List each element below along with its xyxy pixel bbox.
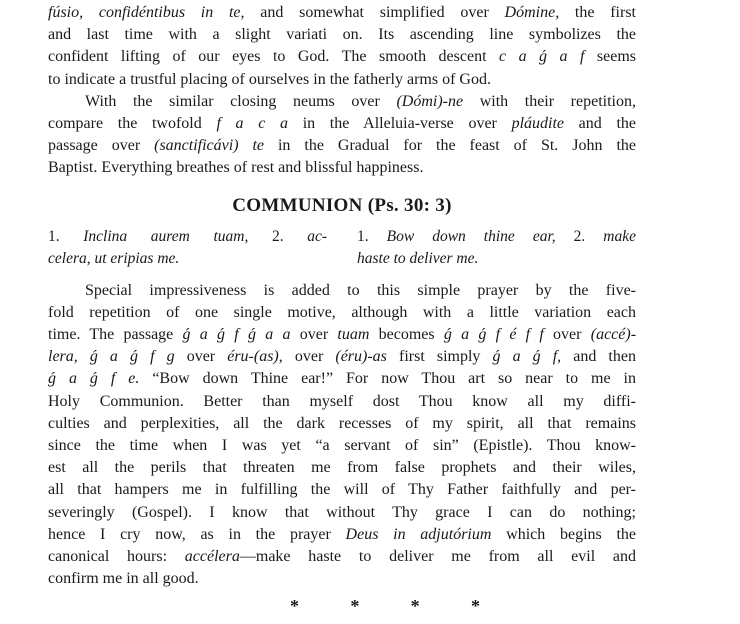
star-glyph: *: [410, 596, 420, 617]
text-line: canonical hours: accélera—make haste to deliver me from all evil and: [48, 548, 636, 566]
text-line: time. The passage ǵ a ǵ f ǵ a a over tuam becomes ǵ a ǵ f é f f over (accé)-: [48, 326, 637, 344]
text-line: all that hampers me in fulfilling the will of Thy Father faithfully and per-: [48, 481, 636, 499]
second-paragraph: [48, 91, 636, 180]
text-line: With the similar closing neums over (Dómi)-ne with their repetition,: [85, 92, 636, 110]
text-line: lera, ǵ a ǵ f g over éru-(as), over (éru)-as first simply ǵ a ǵ f, and then: [48, 348, 636, 366]
text-line: passage over (sanctificávi) te in the Gradual for the feast of St. John the: [48, 137, 636, 155]
text-line: culties and perplexities, all the dark recesses of my spirit, all that remains: [48, 414, 636, 432]
star-glyph: *: [290, 596, 299, 617]
text-line: confirm me in all good.: [48, 570, 199, 588]
text-line: fúsio, confidéntibus in te, and somewhat simplified over Dómine, the first: [48, 4, 636, 21]
star-glyph: *: [470, 596, 480, 617]
intro-paragraph: [48, 2, 636, 91]
text-line: ǵ a ǵ f e. “Bow down Thine ear!” For now Thou art so near to me in: [48, 370, 637, 388]
text-line: Baptist. Everything breathes of rest and blissful happiness.: [48, 159, 424, 177]
text-line: since the time when I was yet “a servant of sin” (Epistle). Thou know-: [48, 437, 636, 455]
text-line: hence I cry now, as in the prayer Deus in adjutórium which begins the: [48, 525, 637, 543]
text-line: est all the perils that threaten me from false prophets and their wiles,: [48, 459, 636, 477]
section-title: COMMUNION (Ps. 30: 3): [232, 194, 452, 216]
text-line: compare the twofold f a c a in the Alleluia-verse over pláudite and the: [48, 115, 636, 133]
text-line: to indicate a trustful placing of ourselves in the fatherly arms of God.: [48, 70, 491, 88]
text-line: Holy Communion. Better than myself dost Thou know all my diffi-: [48, 392, 636, 410]
text-line: severingly (Gospel). I know that without Thy grace I can do nothing;: [48, 503, 636, 521]
text-line: Special impressiveness is added to this simple prayer by the five-: [85, 281, 636, 299]
star-glyph: *: [350, 596, 360, 617]
section-divider-stars: [290, 596, 480, 617]
text-line: confident lifting of our eyes to God. The smooth descent c a ǵ a f seems: [48, 48, 637, 66]
latin-text: 1. Inclina aurem tuam, 2. ac- celera, ut eripias me.: [48, 227, 328, 267]
text-line: fold repetition of one single motive, although with a little variation each: [48, 303, 636, 321]
text-line: and last time with a slight variati on. Its ascending line symbolizes the: [48, 26, 636, 44]
main-paragraph: [48, 280, 636, 591]
english-text: 1. Bow down thine ear, 2. make haste to deliver me.: [357, 227, 636, 267]
chant-text-columns: [48, 226, 636, 270]
